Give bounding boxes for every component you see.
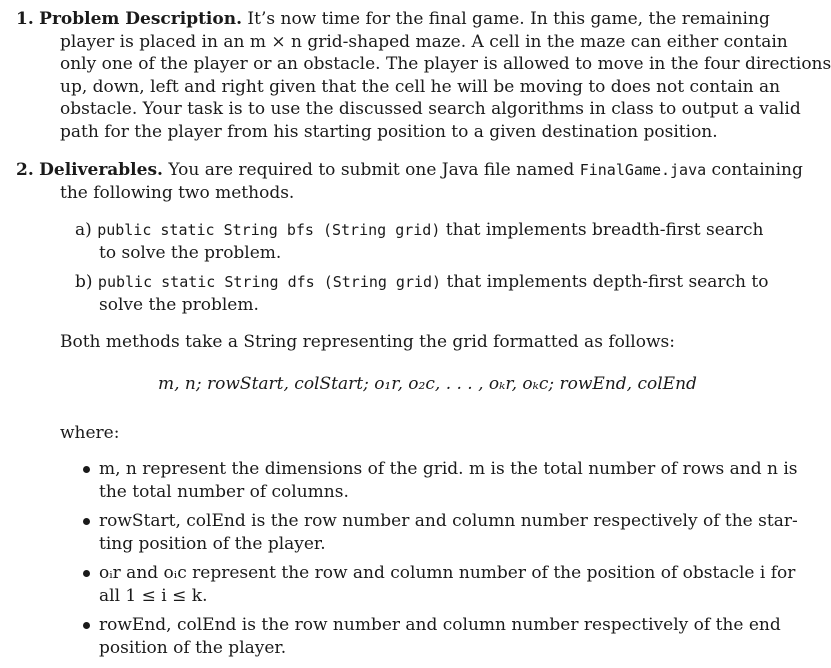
section2-text-post: containing [711,160,803,180]
section2-line-2: the following two methods. [60,183,295,203]
section2-number: 2. [16,160,34,180]
section2-heading: Deliverables. [39,160,163,180]
format-formula: m, n; rowStart, colStart; o₁r, o₂c, . . . , oₖr, oₖc; rowEnd, colEnd [158,374,697,394]
section1-line-2: player is placed in an m × n grid-shaped maze. A cell in the maze can either contain [60,32,788,52]
bullet-item-4 [99,614,781,636]
bullet-4-line-1: rowEnd, colEnd is the row number and column number respectively of the end [99,615,781,635]
bullet-3-line-1: oᵢr and oᵢc represent the row and column number of the position of obstacle i for [99,563,796,583]
section1-heading: Problem Description. [39,9,243,29]
bullet-2-line-1: rowStart, colEnd is the row number and column number respectively of the star- [99,511,798,531]
method-item-dfs-cont: solve the problem. [99,295,259,315]
section1-number: 1. [16,9,34,29]
bullet-item-2 [99,510,798,532]
bullet-1-line-1: m, n represent the dimensions of the grid. m is the total number of rows and n is [99,459,798,479]
bullet-1-line-2: the total number of columns. [99,482,349,502]
bullet-3-line-2: all 1 ≤ i ≤ k. [99,586,208,606]
bullet-icon [83,570,90,577]
method-item-dfs [75,271,769,293]
bullet-4-line-2: position of the player. [99,638,287,658]
section1-line-6: path for the player from his starting position to a given destination position. [60,122,718,142]
section1-line-5: obstacle. Your task is to use the discussed search algorithms in class to output a valid [60,99,801,119]
bullet-item-1 [99,458,798,480]
section2-line-1 [16,159,803,181]
section2-text-pre: You are required to submit one Java file named [168,160,575,180]
method-item-bfs-cont: to solve the problem. [99,243,282,263]
bullet-2-line-2: ting position of the player. [99,534,326,554]
item-text: that implements breadth-first search [445,220,764,240]
section1-text-1: It’s now time for the final game. In this game, the remaining [247,9,770,29]
format-intro: Both methods take a String representing the grid formatted as follows: [60,332,675,352]
bullet-item-3 [99,562,796,584]
section1-line-1 [16,8,770,30]
bullet-icon [83,466,90,473]
section1-line-4: up, down, left and right given that the cell he will be moving to does not contain an [60,77,781,97]
item-label: b) [75,272,93,292]
item-text: that implements depth-first search to [446,272,769,292]
java-filename: FinalGame.java [579,161,707,179]
method-item-bfs [75,219,764,241]
bfs-signature: public static String bfs (String grid) [97,221,441,239]
where-label: where: [60,423,120,443]
bullet-icon [83,622,90,629]
section1-line-3: only one of the player or an obstacle. The player is allowed to move in the four directions [60,54,831,74]
dfs-signature: public static String dfs (String grid) [97,273,442,291]
item-label: a) [75,220,92,240]
bullet-icon [83,518,90,525]
